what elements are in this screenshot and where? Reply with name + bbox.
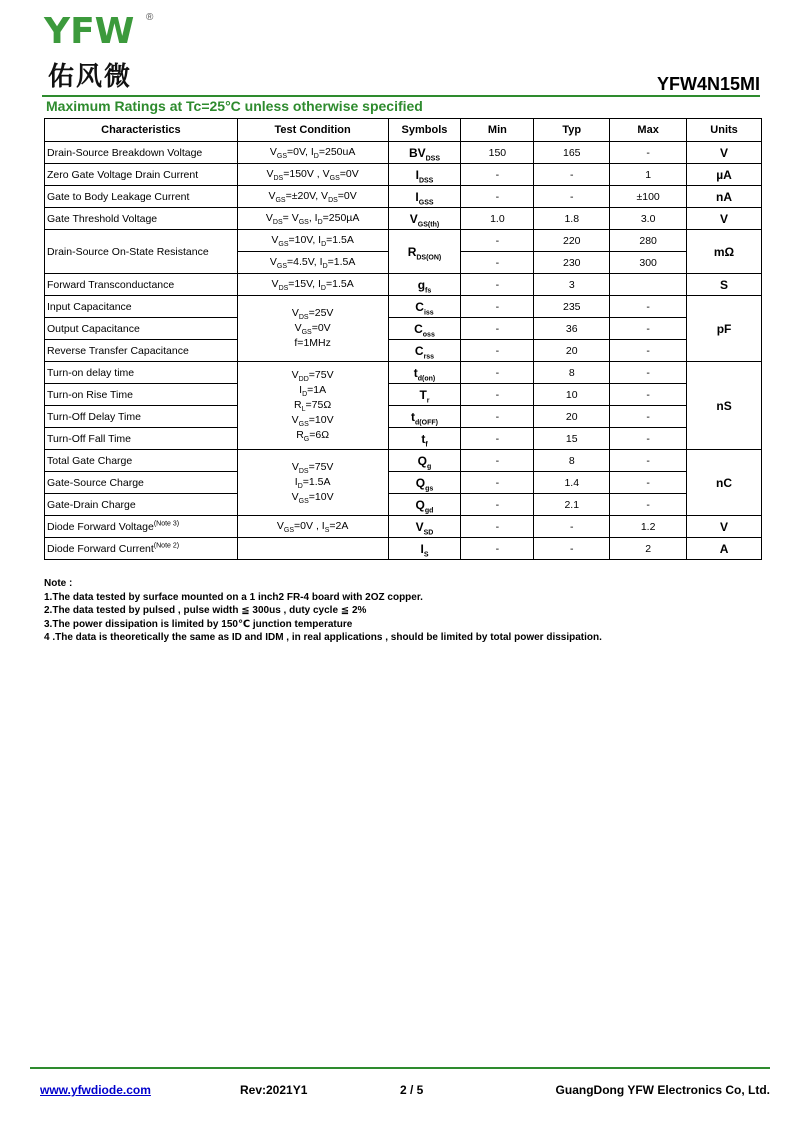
logo-chinese-name: 佑风微 bbox=[48, 62, 133, 92]
symbol-cell: $t_f$ bbox=[388, 428, 461, 450]
condition-cell: $V_{GS}=0V$, $I_D=250uA$ bbox=[237, 142, 388, 164]
note-line: 1.The data tested by surface mounted on a 1 inch2 FR-4 board with 2OZ copper. bbox=[44, 591, 423, 603]
table-header-row bbox=[45, 119, 762, 142]
website-link[interactable]: www.yfwdiode.com bbox=[40, 1083, 151, 1097]
symbol-cell: $R_{DS(ON)}$ bbox=[388, 230, 461, 274]
table-row bbox=[45, 384, 762, 406]
typ-cell: - bbox=[534, 538, 610, 560]
header-min: Min bbox=[461, 119, 534, 142]
typ-cell: 2.1 bbox=[534, 494, 610, 516]
min-cell: - bbox=[461, 428, 534, 450]
unit-cell: S bbox=[687, 274, 762, 296]
max-cell: - bbox=[610, 472, 687, 494]
table-row bbox=[45, 450, 762, 472]
condition-cell: $V_{DS}=25V$ $V_{GS}=0V$ f=1MHz bbox=[237, 296, 388, 362]
typ-cell: 1.4 bbox=[534, 472, 610, 494]
table-row bbox=[45, 164, 762, 186]
table-row bbox=[45, 406, 762, 428]
unit-cell: nS bbox=[687, 362, 762, 450]
unit-cell: pF bbox=[687, 296, 762, 362]
min-cell: - bbox=[461, 362, 534, 384]
header-typ: Typ bbox=[534, 119, 610, 142]
characteristic-cell: Gate to Body Leakage Current bbox=[45, 186, 238, 208]
condition-cell: $V_{GS}=4.5V$, $I_D=1.5A$ bbox=[237, 252, 388, 274]
max-cell: - bbox=[610, 428, 687, 450]
unit-cell: mΩ bbox=[687, 230, 762, 274]
typ-cell: 20 bbox=[534, 340, 610, 362]
min-cell: - bbox=[461, 230, 534, 252]
max-cell: 3.0 bbox=[610, 208, 687, 230]
table-row bbox=[45, 472, 762, 494]
characteristic-cell: Turn-Off Fall Time bbox=[45, 428, 238, 450]
company-logo bbox=[44, 12, 164, 94]
min-cell: - bbox=[461, 274, 534, 296]
symbol-cell: $T_r$ bbox=[388, 384, 461, 406]
min-cell: - bbox=[461, 340, 534, 362]
unit-cell: nC bbox=[687, 450, 762, 516]
header-divider bbox=[42, 95, 760, 97]
min-cell: - bbox=[461, 494, 534, 516]
unit-cell: V bbox=[687, 142, 762, 164]
notes-section bbox=[44, 577, 602, 645]
header-units: Units bbox=[687, 119, 762, 142]
note-line: 3.The power dissipation is limited by 150℃ junction temperature bbox=[44, 618, 353, 630]
unit-cell: V bbox=[687, 516, 762, 538]
symbol-cell: $V_{SD}$ bbox=[388, 516, 461, 538]
table-row bbox=[45, 186, 762, 208]
characteristic-cell: Turn-on delay time bbox=[45, 362, 238, 384]
unit-cell: µA bbox=[687, 164, 762, 186]
symbol-cell: $t_{d(OFF)}$ bbox=[388, 406, 461, 428]
characteristic-cell: Drain-Source Breakdown Voltage bbox=[45, 142, 238, 164]
min-cell: - bbox=[461, 516, 534, 538]
symbol-cell: $C_{rss}$ bbox=[388, 340, 461, 362]
table-row bbox=[45, 274, 762, 296]
unit-cell: V bbox=[687, 208, 762, 230]
min-cell: - bbox=[461, 164, 534, 186]
revision-label: Rev:2021Y1 bbox=[240, 1083, 308, 1097]
typ-cell: 1.8 bbox=[534, 208, 610, 230]
table-row bbox=[45, 362, 762, 384]
note-line: 2.The data tested by pulsed , pulse width ≦ 300us , duty cycle ≦ 2% bbox=[44, 605, 367, 616]
unit-cell: A bbox=[687, 538, 762, 560]
symbol-cell: $t_{d(on)}$ bbox=[388, 362, 461, 384]
symbol-cell: $Q_{gd}$ bbox=[388, 494, 461, 516]
table-row bbox=[45, 340, 762, 362]
characteristic-cell: Input Capacitance bbox=[45, 296, 238, 318]
characteristic-cell: Total Gate Charge bbox=[45, 450, 238, 472]
symbol-cell: $V_{GS(th)}$ bbox=[388, 208, 461, 230]
typ-cell: 20 bbox=[534, 406, 610, 428]
table-row bbox=[45, 142, 762, 164]
min-cell: - bbox=[461, 296, 534, 318]
max-cell: 2 bbox=[610, 538, 687, 560]
symbol-cell: $I_{DSS}$ bbox=[388, 164, 461, 186]
condition-cell: $V_{GS}=0V$ , $I_S=2A$ bbox=[237, 516, 388, 538]
page-number: 2 / 5 bbox=[400, 1083, 424, 1097]
table-row bbox=[45, 428, 762, 450]
characteristic-cell: Drain-Source On-State Resistance bbox=[45, 230, 238, 274]
note-line: 4 .The data is theoretically the same as ID and IDM , in real applications , should be limited by total power dissipation. bbox=[44, 632, 602, 643]
min-cell: 150 bbox=[461, 142, 534, 164]
condition-cell: $V_{DS}= V_{GS}$, $I_D=250\mu A$ bbox=[237, 208, 388, 230]
typ-cell: - bbox=[534, 186, 610, 208]
characteristic-cell: Gate-Drain Charge bbox=[45, 494, 238, 516]
characteristic-cell: Gate Threshold Voltage bbox=[45, 208, 238, 230]
condition-cell: $V_{DS}=75V$ $I_D=1.5A$ $V_{GS}=10V$ bbox=[237, 450, 388, 516]
condition-cell bbox=[237, 538, 388, 560]
max-cell: ±100 bbox=[610, 186, 687, 208]
symbol-cell: $C_{iss}$ bbox=[388, 296, 461, 318]
ratings-table bbox=[44, 118, 762, 560]
header-test-condition: Test Condition bbox=[237, 119, 388, 142]
section-title: Maximum Ratings at Tc=25°C unless otherwise specified bbox=[46, 98, 423, 114]
condition-cell: $V_{DD}=75V$ $I_D=1A$ $R_L=75\Omega$ $V_{GS}=10V$ $R_G=6\Omega$ bbox=[237, 362, 388, 450]
condition-cell: $V_{DS}=150V$ , $V_{GS}=0V$ bbox=[237, 164, 388, 186]
symbol-cell: $Q_{gs}$ bbox=[388, 472, 461, 494]
table-row bbox=[45, 494, 762, 516]
max-cell: 1.2 bbox=[610, 516, 687, 538]
table-row bbox=[45, 538, 762, 560]
max-cell: - bbox=[610, 450, 687, 472]
part-number: YFW4N15MI bbox=[656, 74, 760, 94]
max-cell: - bbox=[610, 362, 687, 384]
characteristic-cell: Diode Forward Voltage$^{(Note 3)}$ bbox=[45, 516, 238, 538]
notes-title: Note : bbox=[44, 578, 73, 589]
symbol-cell: $Q_g$ bbox=[388, 450, 461, 472]
condition-cell: $V_{GS}=10V$, $I_D=1.5A$ bbox=[237, 230, 388, 252]
unit-cell: nA bbox=[687, 186, 762, 208]
max-cell: - bbox=[610, 384, 687, 406]
typ-cell: - bbox=[534, 164, 610, 186]
min-cell: 1.0 bbox=[461, 208, 534, 230]
table-row bbox=[45, 516, 762, 538]
typ-cell: 10 bbox=[534, 384, 610, 406]
footer-divider bbox=[30, 1067, 770, 1069]
characteristic-cell: Zero Gate Voltage Drain Current bbox=[45, 164, 238, 186]
symbol-cell: $I_{GSS}$ bbox=[388, 186, 461, 208]
characteristic-cell: Turn-on Rise Time bbox=[45, 384, 238, 406]
symbol-cell: $g_{fs}$ bbox=[388, 274, 461, 296]
max-cell: - bbox=[610, 406, 687, 428]
characteristic-cell: Forward Transconductance bbox=[45, 274, 238, 296]
typ-cell: 235 bbox=[534, 296, 610, 318]
symbol-cell: $C_{oss}$ bbox=[388, 318, 461, 340]
logo-wordmark: YFW bbox=[44, 11, 135, 52]
max-cell: 1 bbox=[610, 164, 687, 186]
max-cell: 300 bbox=[610, 252, 687, 274]
min-cell: - bbox=[461, 318, 534, 340]
max-cell bbox=[610, 274, 687, 296]
header-characteristics: Characteristics bbox=[45, 119, 238, 142]
characteristic-cell: Gate-Source Charge bbox=[45, 472, 238, 494]
typ-cell: 3 bbox=[534, 274, 610, 296]
characteristic-cell: Turn-Off Delay Time bbox=[45, 406, 238, 428]
company-name: GuangDong YFW Electronics Co, Ltd. bbox=[555, 1083, 770, 1097]
table-row bbox=[45, 318, 762, 340]
min-cell: - bbox=[461, 450, 534, 472]
table-row bbox=[45, 208, 762, 230]
min-cell: - bbox=[461, 186, 534, 208]
header-max: Max bbox=[610, 119, 687, 142]
characteristic-cell: Output Capacitance bbox=[45, 318, 238, 340]
condition-cell: $V_{DS}=15V$, $I_D=1.5A$ bbox=[237, 274, 388, 296]
table-row bbox=[45, 296, 762, 318]
typ-cell: 165 bbox=[534, 142, 610, 164]
typ-cell: 230 bbox=[534, 252, 610, 274]
header-symbols: Symbols bbox=[388, 119, 461, 142]
max-cell: - bbox=[610, 318, 687, 340]
registered-mark: ® bbox=[146, 12, 154, 23]
typ-cell: 8 bbox=[534, 450, 610, 472]
typ-cell: 15 bbox=[534, 428, 610, 450]
condition-cell: $V_{GS}=\pm 20V$, $V_{DS}=0V$ bbox=[237, 186, 388, 208]
table-row bbox=[45, 230, 762, 252]
max-cell: - bbox=[610, 494, 687, 516]
typ-cell: 8 bbox=[534, 362, 610, 384]
characteristic-cell: Reverse Transfer Capacitance bbox=[45, 340, 238, 362]
typ-cell: - bbox=[534, 516, 610, 538]
symbol-cell: $BV_{DSS}$ bbox=[388, 142, 461, 164]
min-cell: - bbox=[461, 384, 534, 406]
min-cell: - bbox=[461, 472, 534, 494]
min-cell: - bbox=[461, 252, 534, 274]
typ-cell: 220 bbox=[534, 230, 610, 252]
min-cell: - bbox=[461, 538, 534, 560]
max-cell: - bbox=[610, 340, 687, 362]
characteristic-cell: Diode Forward Current$^{(Note 2)}$ bbox=[45, 538, 238, 560]
typ-cell: 36 bbox=[534, 318, 610, 340]
symbol-cell: $I_S$ bbox=[388, 538, 461, 560]
min-cell: - bbox=[461, 406, 534, 428]
max-cell: - bbox=[610, 142, 687, 164]
max-cell: 280 bbox=[610, 230, 687, 252]
max-cell: - bbox=[610, 296, 687, 318]
